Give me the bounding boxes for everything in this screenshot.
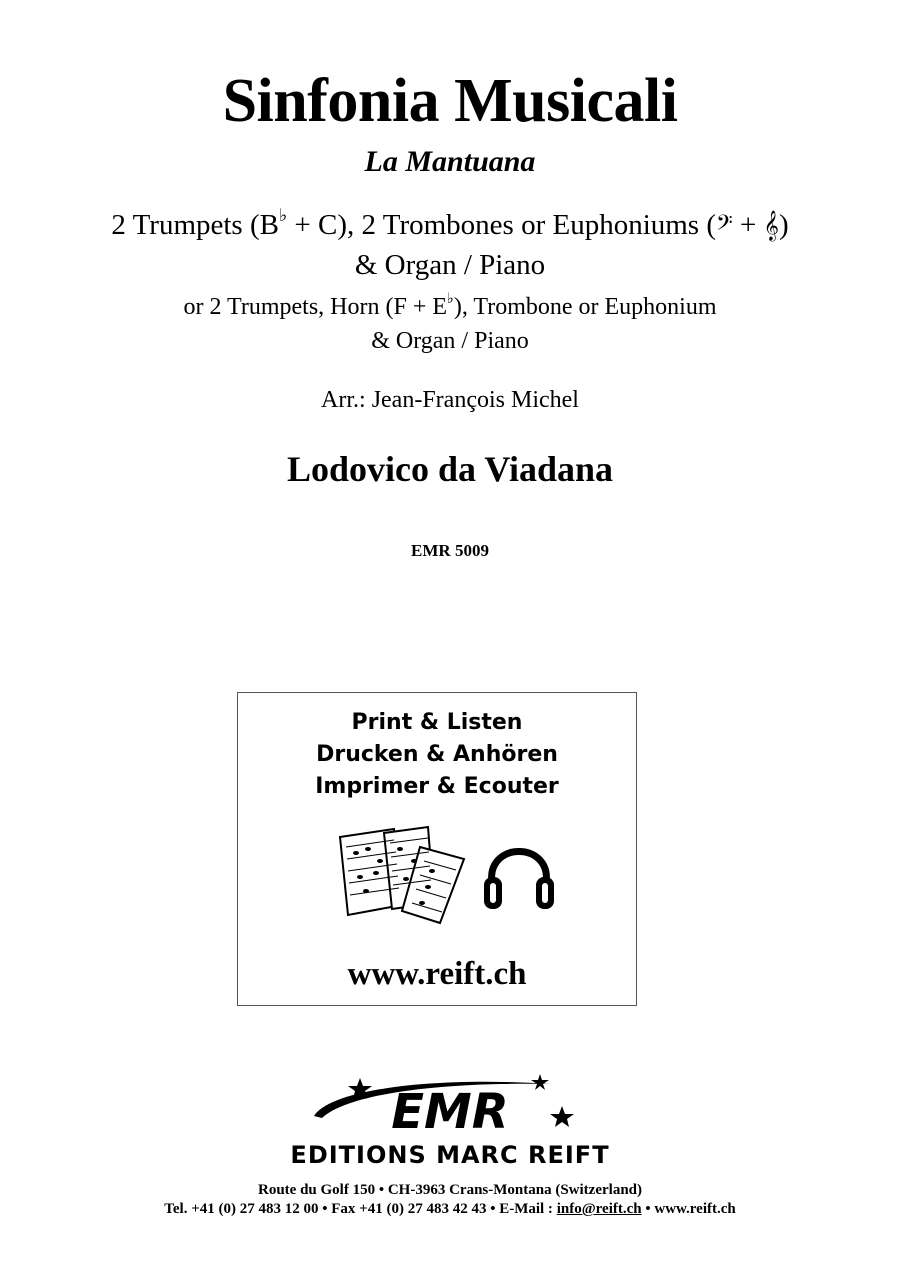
promo-line-english: Print & Listen [351,710,523,735]
email-link[interactable]: info@reift.ch [556,1201,642,1217]
catalog-number: EMR 5009 [411,541,489,560]
arranger: Arr.: Jean-François Michel [321,387,579,413]
sheet-music-icon [336,825,468,925]
publisher-address: Route du Golf 150 • CH-3963 Crans-Montana (Switzerland) [258,1182,642,1198]
promo-website-link[interactable]: www.reift.ch [347,956,527,992]
bass-clef-icon: 𝄢 [716,211,733,241]
emr-logo [300,1072,600,1142]
instrumentation-line-2: & Organ / Piano [354,249,546,281]
alternative-line-2: & Organ / Piano [371,328,529,354]
publisher-name: EDITIONS MARC REIFT [290,1141,610,1169]
instrumentation-line-1: 2 Trumpets (B♭ + C), 2 Trombones or Euphoniums (𝄢 + 𝄞) [111,204,789,241]
treble-clef-icon: 𝄞 [763,211,779,241]
promo-line-german: Drucken & Anhören [316,742,558,767]
subtitle: La Mantuana [364,145,536,178]
composer: Lodovico da Viadana [286,449,614,489]
promo-line-french: Imprimer & Ecouter [315,774,559,799]
flat-sign: ♭ [447,290,454,307]
flat-sign: ♭ [278,204,288,225]
page-title: Sinfonia Musicali [222,67,678,135]
print-and-listen-box [237,692,637,1006]
headphones-icon [482,833,556,917]
emr-logo-text: EMR [391,1084,509,1140]
alternative-line-1: or 2 Trumpets, Horn (F + E♭), Trombone or Euphonium [183,290,717,320]
publisher-contact: Tel. +41 (0) 27 483 12 00 • Fax +41 (0) 27 483 42 43 • E-Mail : info@reift.ch • www.reift.ch [164,1201,736,1217]
